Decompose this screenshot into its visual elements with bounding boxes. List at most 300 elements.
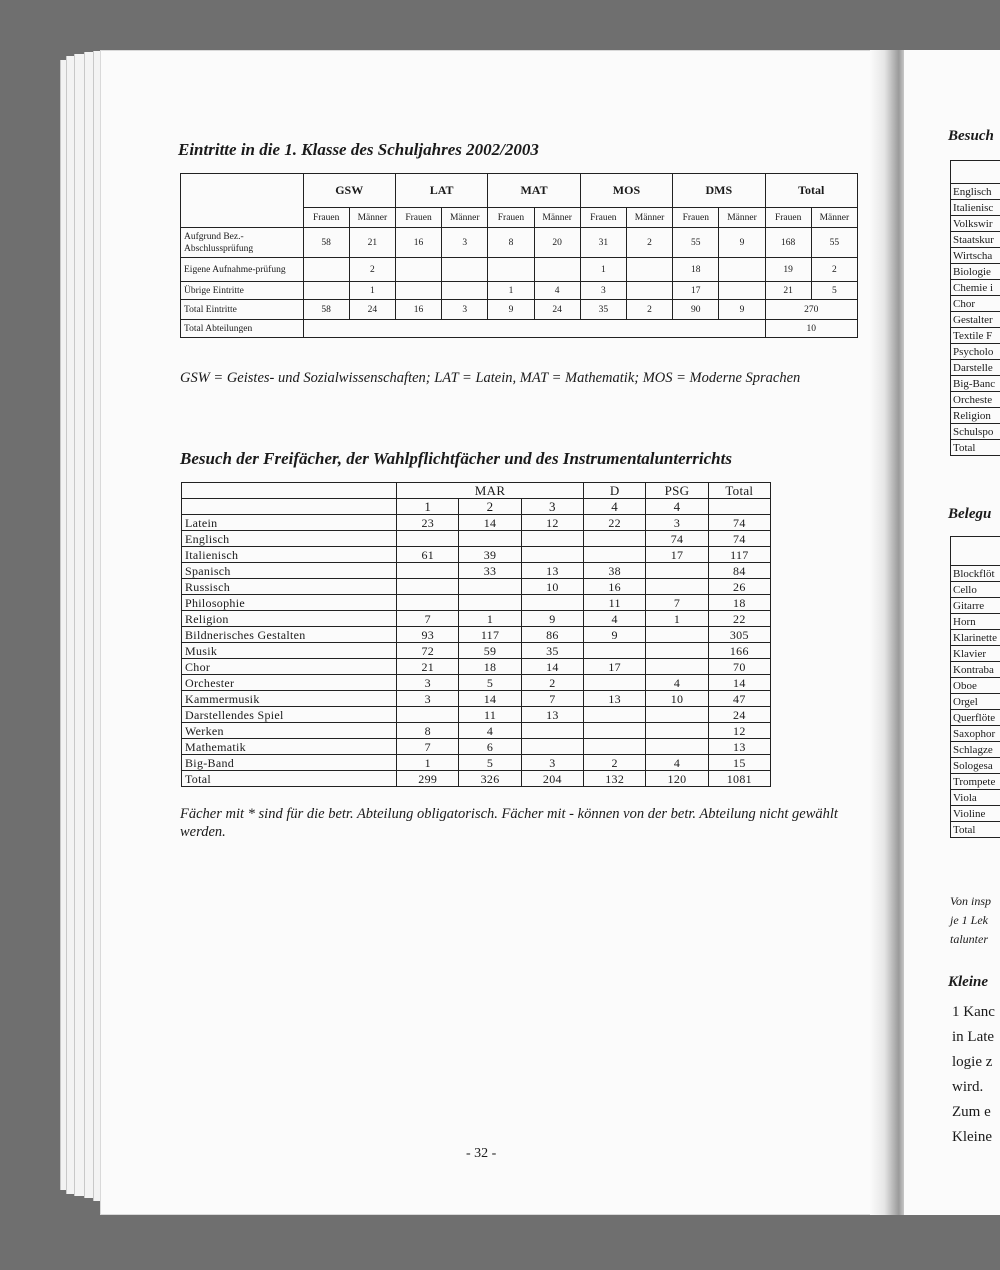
group-header: MAT <box>488 174 580 208</box>
list-item <box>951 662 1000 678</box>
table-cell: 12 <box>708 723 770 739</box>
list-item <box>951 566 1000 582</box>
subject-label: Englisch <box>182 531 397 547</box>
head-psg: PSG <box>646 483 708 499</box>
table-cell: 3 <box>442 300 488 320</box>
table-row <box>182 771 771 787</box>
list-item <box>951 408 1000 424</box>
list-item <box>951 376 1000 392</box>
table-cell: 22 <box>708 611 770 627</box>
table-cell: 17 <box>673 282 719 300</box>
table-cell: 47 <box>708 691 770 707</box>
table-cell: 120 <box>646 771 708 787</box>
row-label: Aufgrund Bez.-Abschlussprüfung <box>181 228 304 258</box>
right-body-text: 1 Kanc in Late logie z wird. Zum e Kleine <box>952 1004 995 1145</box>
total-cell: 10 <box>765 320 857 338</box>
list-item <box>951 328 1000 344</box>
list-item-label: Darstelle <box>951 360 1000 376</box>
table-cell <box>459 531 521 547</box>
table-cell: 74 <box>708 515 770 531</box>
list-item <box>951 822 1000 838</box>
table-cell <box>646 643 708 659</box>
list-item-label: Violine <box>951 806 1000 822</box>
table-cell: 1 <box>580 258 626 282</box>
table-cell <box>646 723 708 739</box>
row-label: Total Eintritte <box>181 300 304 320</box>
table-row <box>181 300 858 320</box>
table-cell: 4 <box>534 282 580 300</box>
list-item-label: Horn <box>951 614 1000 630</box>
table-cell: 9 <box>584 627 646 643</box>
table-cell: 18 <box>459 659 521 675</box>
table-row <box>182 563 771 579</box>
table2-subhead-row <box>182 499 771 515</box>
table-cell: 13 <box>708 739 770 755</box>
row-label: Eigene Aufnahme-prüfung <box>181 258 304 282</box>
list-item-label: Gitarre <box>951 598 1000 614</box>
subject-label: Mathematik <box>182 739 397 755</box>
table-cell: 20 <box>534 228 580 258</box>
list-item <box>951 710 1000 726</box>
table-cell: 204 <box>521 771 583 787</box>
list-item-label: Schlagze <box>951 742 1000 758</box>
table-cell: 18 <box>673 258 719 282</box>
table-cell: 9 <box>488 300 534 320</box>
enrollment-table <box>180 173 858 338</box>
table-cell: 15 <box>708 755 770 771</box>
list-item-label: Orgel <box>951 694 1000 710</box>
list-item <box>951 774 1000 790</box>
list-item-label: Englisch <box>951 184 1000 200</box>
table-cell <box>646 707 708 723</box>
table-cell <box>442 258 488 282</box>
table-cell: 26 <box>708 579 770 595</box>
table-cell: 13 <box>584 691 646 707</box>
head-mar: MAR <box>397 483 584 499</box>
class-number: 4 <box>584 499 646 515</box>
subject-label: Darstellendes Spiel <box>182 707 397 723</box>
table-cell <box>626 282 672 300</box>
table-cell: 61 <box>397 547 459 563</box>
table-cell <box>397 579 459 595</box>
list-item <box>951 806 1000 822</box>
table-cell <box>719 258 765 282</box>
table-cell: 117 <box>708 547 770 563</box>
table-row <box>182 547 771 563</box>
table-cell: 9 <box>719 300 765 320</box>
subheader-maenner: Männer <box>442 208 488 228</box>
subheader-maenner: Männer <box>719 208 765 228</box>
table-cell <box>395 258 441 282</box>
table-cell: 168 <box>765 228 811 258</box>
table2-footnote: Fächer mit * sind für die betr. Abteilung obligatorisch. Fächer mit - können von der betr. Abteilung nicht gewählt werden. <box>180 806 838 840</box>
subject-label: Religion <box>182 611 397 627</box>
table-cell <box>584 643 646 659</box>
table-cell: 3 <box>646 515 708 531</box>
list-item-label: Total <box>951 822 1000 838</box>
table-cell: 4 <box>584 611 646 627</box>
table-cell: 5 <box>811 282 857 300</box>
list-item <box>951 726 1000 742</box>
total-cell: 270 <box>765 300 857 320</box>
table-cell <box>646 627 708 643</box>
group-header: MOS <box>580 174 672 208</box>
table-cell <box>626 258 672 282</box>
table-cell: 74 <box>646 531 708 547</box>
table-cell <box>646 579 708 595</box>
list-item-label: Sologesa <box>951 758 1000 774</box>
list-item <box>951 598 1000 614</box>
table-cell: 132 <box>584 771 646 787</box>
subject-label: Russisch <box>182 579 397 595</box>
subheader-frauen: Frauen <box>395 208 441 228</box>
list-item <box>951 440 1000 456</box>
table-row <box>182 531 771 547</box>
table-cell: 2 <box>521 675 583 691</box>
table-cell: 6 <box>459 739 521 755</box>
table-cell: 299 <box>397 771 459 787</box>
table-cell: 10 <box>646 691 708 707</box>
table-cell: 1 <box>488 282 534 300</box>
table-cell <box>719 282 765 300</box>
table-row <box>182 643 771 659</box>
table-cell <box>442 282 488 300</box>
list-item-label: Querflöte <box>951 710 1000 726</box>
group-header: LAT <box>395 174 487 208</box>
book-gutter <box>870 50 906 1215</box>
subject-label: Total <box>182 771 397 787</box>
table-cell: 10 <box>521 579 583 595</box>
table-row <box>182 723 771 739</box>
subject-label: Bildnerisches Gestalten <box>182 627 397 643</box>
table-cell: 55 <box>811 228 857 258</box>
list-item-label: Trompete <box>951 774 1000 790</box>
subject-label: Philosophie <box>182 595 397 611</box>
table-cell <box>397 595 459 611</box>
list-item-label: Total <box>951 440 1000 456</box>
list-item <box>951 184 1000 200</box>
table-cell <box>459 579 521 595</box>
subject-label: Werken <box>182 723 397 739</box>
list-item-label: Blockflöt <box>951 566 1000 582</box>
table-cell: 3 <box>397 675 459 691</box>
subheader-frauen: Frauen <box>303 208 349 228</box>
list-item-label: Schulspo <box>951 424 1000 440</box>
list-item-label: Wirtscha <box>951 248 1000 264</box>
subject-label: Big-Band <box>182 755 397 771</box>
table-row <box>182 611 771 627</box>
head-d: D <box>584 483 646 499</box>
table-cell: 166 <box>708 643 770 659</box>
table-cell <box>646 563 708 579</box>
subject-label: Kammermusik <box>182 691 397 707</box>
table-cell: 38 <box>584 563 646 579</box>
subheader-frauen: Frauen <box>765 208 811 228</box>
list-item-label: Italienisc <box>951 200 1000 216</box>
table-cell: 84 <box>708 563 770 579</box>
table-row <box>181 282 858 300</box>
table-cell: 33 <box>459 563 521 579</box>
subheader-frauen: Frauen <box>580 208 626 228</box>
list-item-label: Chor <box>951 296 1000 312</box>
table-cell: 14 <box>708 675 770 691</box>
subheader-maenner: Männer <box>811 208 857 228</box>
table-cell: 17 <box>646 547 708 563</box>
table-cell <box>584 707 646 723</box>
table-cell: 1 <box>397 755 459 771</box>
list-item-label: Kontraba <box>951 662 1000 678</box>
list-item <box>951 614 1000 630</box>
list-item-label: Viola <box>951 790 1000 806</box>
table-cell: 3 <box>397 691 459 707</box>
subheader-frauen: Frauen <box>488 208 534 228</box>
table-cell <box>646 739 708 755</box>
right-list-subjects <box>950 160 1000 456</box>
list-item <box>951 694 1000 710</box>
table-cell: 9 <box>521 611 583 627</box>
table-cell <box>521 723 583 739</box>
subheader-frauen: Frauen <box>673 208 719 228</box>
right-title-besuch: Besuch <box>948 128 994 144</box>
table-cell: 14 <box>521 659 583 675</box>
subject-label: Latein <box>182 515 397 531</box>
table-cell: 31 <box>580 228 626 258</box>
table-row <box>181 320 858 338</box>
table-cell: 90 <box>673 300 719 320</box>
list-item <box>951 582 1000 598</box>
table-cell: 4 <box>646 675 708 691</box>
list-item-label: Textile F <box>951 328 1000 344</box>
table-row <box>181 258 858 282</box>
list-item <box>951 758 1000 774</box>
list-item-label: Chemie i <box>951 280 1000 296</box>
list-item <box>951 646 1000 662</box>
list-item-label: Gestalter <box>951 312 1000 328</box>
table-cell: 21 <box>397 659 459 675</box>
table-cell: 16 <box>584 579 646 595</box>
table-cell <box>646 659 708 675</box>
table-cell: 23 <box>397 515 459 531</box>
list-item <box>951 200 1000 216</box>
table-cell: 55 <box>673 228 719 258</box>
table-cell <box>303 258 349 282</box>
subheader-maenner: Männer <box>534 208 580 228</box>
table-cell: 7 <box>397 739 459 755</box>
table-row <box>182 579 771 595</box>
table-cell: 2 <box>584 755 646 771</box>
electives-table <box>181 482 771 787</box>
table2-head-row <box>182 483 771 499</box>
table-cell: 2 <box>349 258 395 282</box>
table-cell: 7 <box>646 595 708 611</box>
list-item-label: Klavier <box>951 646 1000 662</box>
table-cell: 16 <box>395 228 441 258</box>
list-item <box>951 360 1000 376</box>
table-cell <box>521 547 583 563</box>
table-cell: 1 <box>349 282 395 300</box>
table-cell: 2 <box>626 300 672 320</box>
list-item <box>951 232 1000 248</box>
table-row <box>181 228 858 258</box>
list-item-label: Big-Banc <box>951 376 1000 392</box>
table-cell: 72 <box>397 643 459 659</box>
list-item-label: Oboe <box>951 678 1000 694</box>
subject-label: Chor <box>182 659 397 675</box>
list-item <box>951 344 1000 360</box>
list-item-label: Volkswir <box>951 216 1000 232</box>
table-cell: 117 <box>459 627 521 643</box>
table-cell <box>459 595 521 611</box>
table-cell: 74 <box>708 531 770 547</box>
right-page <box>904 50 1000 1215</box>
table-cell <box>303 282 349 300</box>
class-number: 4 <box>646 499 708 515</box>
subheader-maenner: Männer <box>349 208 395 228</box>
table-cell: 22 <box>584 515 646 531</box>
table-cell: 5 <box>459 675 521 691</box>
list-item-label: Saxophor <box>951 726 1000 742</box>
table-cell: 2 <box>811 258 857 282</box>
table-cell: 3 <box>521 755 583 771</box>
table-cell <box>534 258 580 282</box>
table-cell: 305 <box>708 627 770 643</box>
table-cell: 35 <box>580 300 626 320</box>
list-item-label: Orcheste <box>951 392 1000 408</box>
list-item <box>951 312 1000 328</box>
group-header: DMS <box>673 174 765 208</box>
table-cell: 35 <box>521 643 583 659</box>
table-cell <box>397 531 459 547</box>
right-title-belegung: Belegu <box>948 506 992 522</box>
table-cell <box>397 707 459 723</box>
table-cell: 11 <box>584 595 646 611</box>
list-item-label: Staatskur <box>951 232 1000 248</box>
table-cell: 86 <box>521 627 583 643</box>
list-item <box>951 296 1000 312</box>
table-cell: 2 <box>626 228 672 258</box>
right-list-instruments <box>950 536 1000 838</box>
table-cell <box>521 595 583 611</box>
right-note: Von insp je 1 Lek talunter <box>950 894 992 946</box>
table-row <box>182 515 771 531</box>
list-item-label: Cello <box>951 582 1000 598</box>
table-cell: 5 <box>459 755 521 771</box>
list-item <box>951 264 1000 280</box>
table-cell <box>521 739 583 755</box>
list-item <box>951 216 1000 232</box>
table-cell: 19 <box>765 258 811 282</box>
table-cell <box>395 282 441 300</box>
table-cell <box>584 547 646 563</box>
class-number: 1 <box>397 499 459 515</box>
class-number: 2 <box>459 499 521 515</box>
table-cell <box>521 531 583 547</box>
table-row <box>182 755 771 771</box>
table1-legend: GSW = Geistes- und Sozialwissenschaften; LAT = Latein, MAT = Mathematik; MOS = Moderne Sprachen <box>180 370 801 386</box>
group-header: GSW <box>303 174 395 208</box>
table-cell <box>584 675 646 691</box>
table-cell: 21 <box>765 282 811 300</box>
table2-title: Besuch der Freifächer, der Wahlpflichtfächer und des Instrumentalunterrichts <box>180 449 732 468</box>
list-item <box>951 248 1000 264</box>
table-cell <box>584 739 646 755</box>
list-item <box>951 280 1000 296</box>
table-cell: 21 <box>349 228 395 258</box>
table-cell: 58 <box>303 228 349 258</box>
list-item-label: Biologie <box>951 264 1000 280</box>
page-number: - 32 - <box>466 1146 497 1161</box>
row-label: Übrige Eintritte <box>181 282 304 300</box>
list-item <box>951 424 1000 440</box>
table-cell: 17 <box>584 659 646 675</box>
table-cell: 3 <box>580 282 626 300</box>
list-item-label: Klarinette <box>951 630 1000 646</box>
list-item <box>951 678 1000 694</box>
table-cell: 14 <box>459 691 521 707</box>
table-cell: 3 <box>442 228 488 258</box>
table-cell: 9 <box>719 228 765 258</box>
subject-label: Musik <box>182 643 397 659</box>
table-row <box>182 595 771 611</box>
table-cell: 11 <box>459 707 521 723</box>
table-cell: 7 <box>521 691 583 707</box>
table-cell: 13 <box>521 707 583 723</box>
table1-title: Eintritte in die 1. Klasse des Schuljahres 2002/2003 <box>178 140 539 159</box>
list-item <box>951 790 1000 806</box>
table-cell: 8 <box>488 228 534 258</box>
table-cell: 93 <box>397 627 459 643</box>
table-cell <box>488 258 534 282</box>
table-row <box>182 691 771 707</box>
table-row <box>182 627 771 643</box>
table-cell: 59 <box>459 643 521 659</box>
subject-label: Spanisch <box>182 563 397 579</box>
table-cell: 1 <box>646 611 708 627</box>
list-item <box>951 630 1000 646</box>
table-cell: 12 <box>521 515 583 531</box>
table-cell: 13 <box>521 563 583 579</box>
table-cell: 24 <box>349 300 395 320</box>
table-row <box>182 707 771 723</box>
row-label: Total Abteilungen <box>181 320 304 338</box>
table-cell: 4 <box>459 723 521 739</box>
table-row <box>182 675 771 691</box>
subject-label: Italienisch <box>182 547 397 563</box>
table-cell: 326 <box>459 771 521 787</box>
list-item-label: Psycholo <box>951 344 1000 360</box>
table-cell: 70 <box>708 659 770 675</box>
list-item <box>951 742 1000 758</box>
table-cell: 7 <box>397 611 459 627</box>
head-total: Total <box>708 483 770 499</box>
table-cell: 8 <box>397 723 459 739</box>
table-cell <box>397 563 459 579</box>
table-cell: 1081 <box>708 771 770 787</box>
table-cell: 39 <box>459 547 521 563</box>
group-header: Total <box>765 174 857 208</box>
table-cell: 24 <box>534 300 580 320</box>
table-cell: 14 <box>459 515 521 531</box>
table-cell: 18 <box>708 595 770 611</box>
table-row <box>182 659 771 675</box>
table-row <box>182 739 771 755</box>
subject-label: Orchester <box>182 675 397 691</box>
table-cell <box>584 531 646 547</box>
table-cell: 16 <box>395 300 441 320</box>
table-cell: 1 <box>459 611 521 627</box>
list-item-label: Religion <box>951 408 1000 424</box>
table-cell: 4 <box>646 755 708 771</box>
